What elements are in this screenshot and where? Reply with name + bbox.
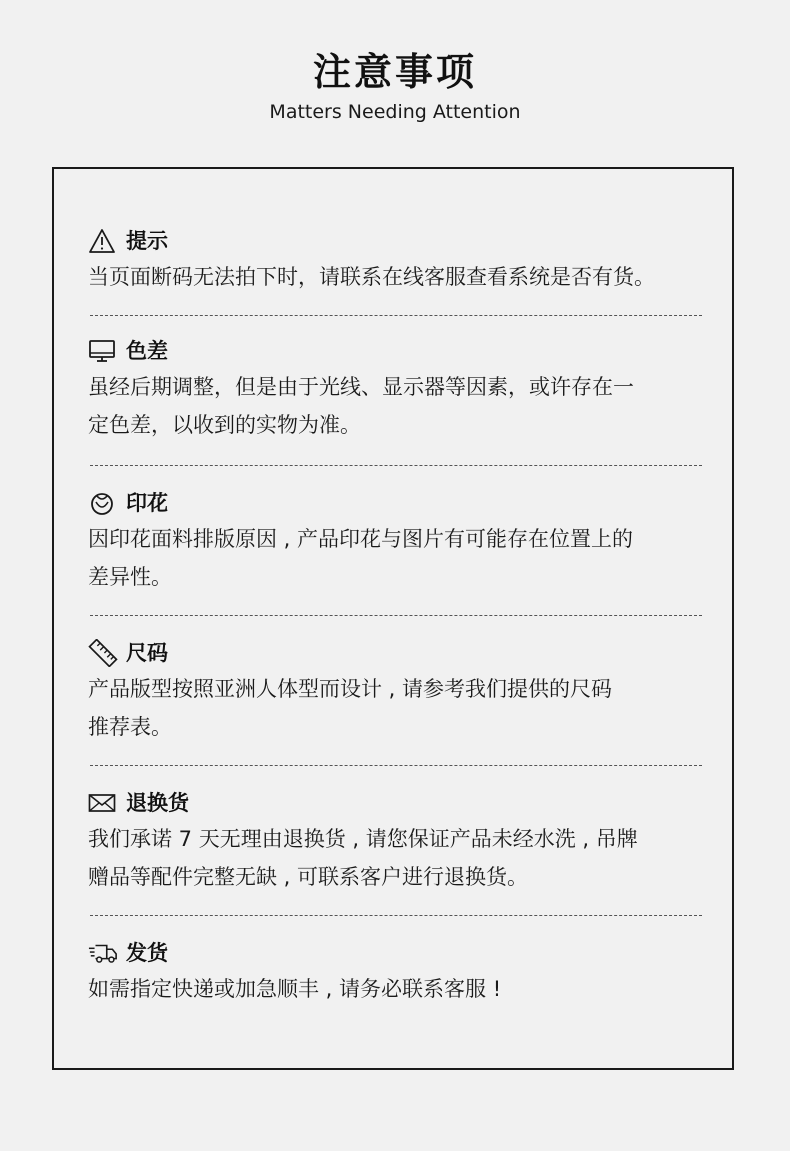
section-text xyxy=(88,670,704,746)
section-tip xyxy=(88,226,704,296)
section-text xyxy=(88,368,704,444)
page-title: 注意事项 xyxy=(312,50,477,94)
page-subtitle: Matters Needing Attention xyxy=(269,101,521,123)
section-text xyxy=(88,970,704,1008)
section-header xyxy=(88,938,704,968)
section-line: 如需指定快递或加急顺丰 , 请务必联系客服 ! xyxy=(88,977,502,1001)
section-header xyxy=(88,638,704,668)
section-shipping xyxy=(88,938,704,1008)
section-header xyxy=(88,226,704,256)
truck-icon xyxy=(88,938,118,968)
divider xyxy=(90,465,702,466)
divider xyxy=(90,915,702,916)
monitor-icon xyxy=(88,336,118,366)
section-title: 退换货 xyxy=(126,791,189,815)
section-line: 产品版型按照亚洲人体型而设计 , 请参考我们提供的尺码 xyxy=(88,677,613,701)
section-returns xyxy=(88,788,704,896)
ruler-icon xyxy=(88,638,118,668)
section-text xyxy=(88,820,704,896)
section-line: 定色差，以收到的实物为准。 xyxy=(88,413,361,437)
warning-icon xyxy=(88,226,118,256)
divider xyxy=(90,615,702,616)
section-title: 色差 xyxy=(126,339,168,363)
section-header xyxy=(88,788,704,818)
section-line: 我们承诺 7 天无理由退换货 , 请您保证产品未经水洗 , 吊牌 xyxy=(88,827,638,851)
section-header xyxy=(88,336,704,366)
section-text xyxy=(88,520,704,596)
section-line: 差异性。 xyxy=(88,565,172,589)
section-print xyxy=(88,488,704,596)
notice-box xyxy=(52,167,734,1070)
section-title: 提示 xyxy=(126,229,168,253)
section-title: 发货 xyxy=(126,941,168,965)
section-line: 因印花面料排版原因 , 产品印花与图片有可能存在位置上的 xyxy=(88,527,634,551)
flower-icon xyxy=(88,488,118,518)
section-header xyxy=(88,488,704,518)
section-color-difference xyxy=(88,336,704,444)
section-line: 虽经后期调整，但是由于光线、显示器等因素，或许存在一 xyxy=(88,375,634,399)
section-line: 当页面断码无法拍下时，请联系在线客服查看系统是否有货。 xyxy=(88,265,655,289)
section-title: 印花 xyxy=(126,491,168,515)
divider xyxy=(90,765,702,766)
section-title: 尺码 xyxy=(126,641,168,665)
section-line: 推荐表。 xyxy=(88,715,172,739)
section-text xyxy=(88,258,704,296)
page-header xyxy=(0,48,790,124)
section-size xyxy=(88,638,704,746)
section-line: 赠品等配件完整无缺 , 可联系客户进行退换货。 xyxy=(88,865,529,889)
divider xyxy=(90,315,702,316)
envelope-icon xyxy=(88,788,118,818)
